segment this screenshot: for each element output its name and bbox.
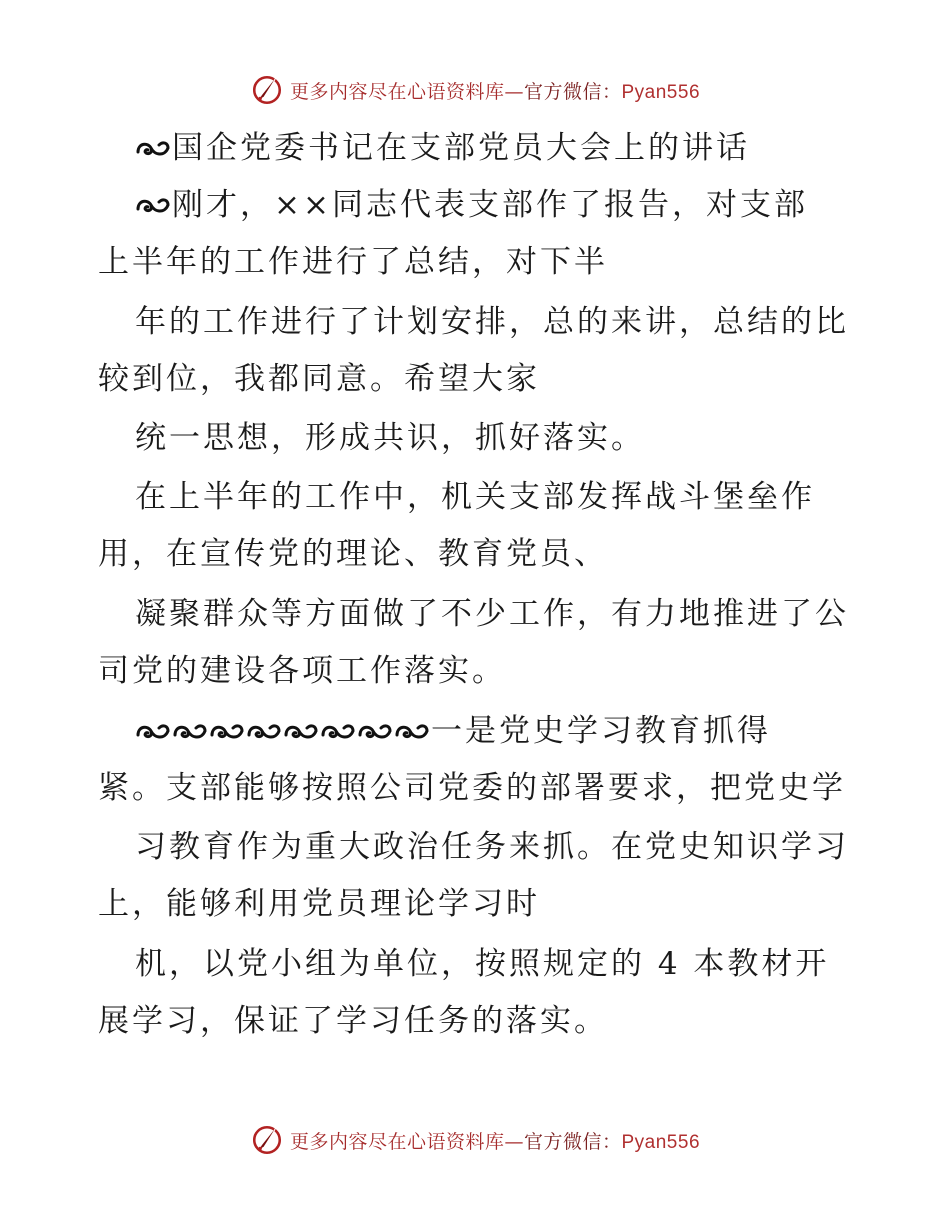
footer-banner (0, 1122, 950, 1158)
paragraph-line (135, 594, 849, 634)
quill-logo-icon (250, 1123, 284, 1157)
banner-dash: — (504, 1130, 524, 1153)
line-text: 习教育作为重大政治任务来抓。在党史知识学习 (135, 829, 849, 865)
document-title (135, 128, 750, 168)
banner-main-text: 更多内容尽在心语资料库 (289, 1130, 505, 1153)
line-text: 较到位，我都同意。希望大家 (98, 361, 540, 397)
scroll-ornament-icon (135, 721, 171, 743)
line-text: 统一思想，形成共识，抓好落实。 (135, 420, 645, 456)
scroll-ornament-icon (394, 721, 430, 743)
line-text: 机，以党小组为单位，按照规定的 4 本教材开 (135, 946, 830, 982)
line-text: 年的工作进行了计划安排，总的来讲，总结的比 (135, 304, 849, 340)
title-text: 国企党委书记在支部党员大会上的讲话 (172, 130, 750, 166)
scroll-ornament-icon (246, 721, 282, 743)
line-text: 展学习，保证了学习任务的落实。 (98, 1003, 608, 1039)
paragraph-line (135, 944, 829, 984)
line-text: 紧。支部能够按照公司党委的部署要求，把党史学 (98, 770, 846, 806)
banner-main-text: 更多内容尽在心语资料库 (289, 80, 505, 103)
paragraph-line (135, 185, 808, 225)
line-text: 上，能够利用党员理论学习时 (98, 886, 540, 922)
paragraph-line (98, 359, 540, 399)
paragraph-line (135, 827, 849, 867)
paragraph-line (135, 477, 815, 517)
banner-official-text: 官方微信： (523, 1130, 622, 1153)
line-text: 刚才，××同志代表支部作了报告，对支部 (172, 187, 808, 223)
paragraph-line (98, 884, 540, 924)
scroll-ornament-icon (283, 721, 319, 743)
banner-official-text: 官方微信： (523, 80, 622, 103)
banner-text (290, 1127, 700, 1154)
paragraph-line (135, 711, 771, 751)
scroll-ornament-icon (320, 721, 356, 743)
quill-logo-icon (250, 73, 284, 107)
paragraph-line (98, 1001, 608, 1041)
banner-handle: Pyan556 (621, 81, 701, 103)
line-text: 一是党史学习教育抓得 (431, 713, 771, 749)
line-text: 上半年的工作进行了总结，对下半 (98, 244, 608, 280)
line-text: 凝聚群众等方面做了不少工作，有力地推进了公 (135, 596, 849, 632)
paragraph-line (135, 302, 849, 342)
banner-handle: Pyan556 (621, 1131, 701, 1153)
header-banner (0, 72, 950, 108)
scroll-ornament-icon (209, 721, 245, 743)
banner-dash: — (504, 80, 524, 103)
paragraph-line (98, 651, 506, 691)
line-text: 用，在宣传党的理论、教育党员、 (98, 536, 608, 572)
scroll-ornament-icon (357, 721, 393, 743)
banner-text (290, 77, 700, 104)
paragraph-line (98, 768, 846, 808)
line-text: 司党的建设各项工作落实。 (98, 653, 506, 689)
scroll-ornament-icon (135, 195, 171, 217)
paragraph-line (98, 242, 608, 282)
paragraph-line (98, 534, 608, 574)
scroll-ornament-icon (135, 138, 171, 160)
paragraph-line (135, 418, 645, 458)
scroll-ornament-icon (172, 721, 208, 743)
line-text: 在上半年的工作中，机关支部发挥战斗堡垒作 (135, 479, 815, 515)
